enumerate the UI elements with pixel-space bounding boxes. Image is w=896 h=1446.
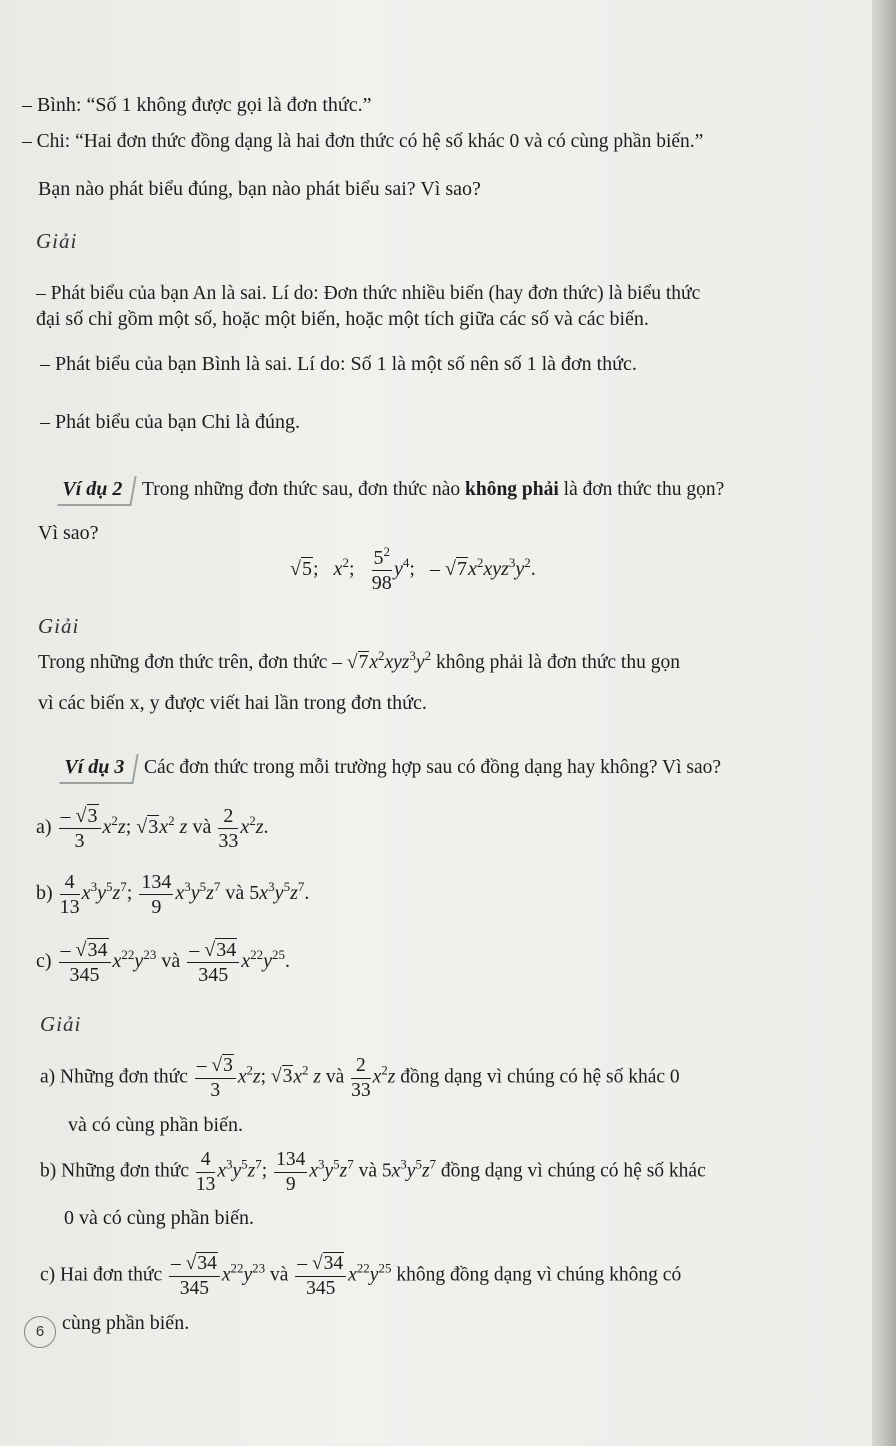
question-line: Bạn nào phát biểu đúng, bạn nào phát biểu sai? Vì sao? [38, 178, 481, 200]
example-2-statement: Ví dụ 2 Trong những đơn thức sau, đơn thức nào không phải là đơn thức thu gọn? [60, 476, 724, 506]
example-3-label: Ví dụ 3 [59, 754, 138, 784]
solution-a: a) Những đơn thức $\frac{- √3}{3}$ $x^2z$; $√3x^2$ z và $\frac{2}{33}$ $x^2z$ đồng dạng vì chúng có hệ số khác 0 [40, 1055, 680, 1101]
solution-heading: Giải [40, 1012, 82, 1036]
text-line: đại số chỉ gồm một số, hoặc một biến, hoặc một tích giữa các số và các biến. [36, 308, 649, 330]
item-a: a) $\frac{- √3}{3}$ $x^2z$; $√3x^2$ z và $\frac{2}{33}$ $x^2z$. [36, 805, 269, 852]
text-line: – Bình: “Số 1 không được gọi là đơn thức.” [22, 94, 372, 116]
solution-b: b) Những đơn thức $\frac{4}{13}$ $x^3y^5z^7$; $\frac{134}{9}$ $x^3y^5z^7$ và $5x^3y^5z^7$ đồng dạng vì chúng có hệ số khác [40, 1149, 706, 1195]
formula-list: √5; $x^2$; $\frac{5^2}{98}$ $y^4$; – $√7x^2xyz^3y^2$. [290, 544, 536, 594]
example-3-statement: Ví dụ 3 Các đơn thức trong mỗi trường hợp sau có đồng dạng hay không? Vì sao? [62, 754, 721, 784]
text-line: – Chi: “Hai đơn thức đồng dạng là hai đơn thức có hệ số khác 0 và có cùng phần biến.” [22, 131, 704, 152]
text-line: và có cùng phần biến. [68, 1114, 243, 1136]
page-number: 6 [24, 1316, 56, 1348]
text-line: – Phát biểu của bạn An là sai. Lí do: Đơn thức nhiều biến (hay đơn thức) là biểu thức [36, 283, 701, 304]
text-line: – Phát biểu của bạn Chi là đúng. [40, 411, 300, 433]
text-line: cùng phần biến. [62, 1312, 190, 1334]
item-c: c) $\frac{- √34}{345}$ $x^{22}y^{23}$ và $\frac{- √34}{345}$ $x^{22}y^{25}$. [36, 939, 290, 986]
item-b: b) $\frac{4}{13}$ $x^3y^5z^7$; $\frac{134}{9}$ $x^3y^5z^7$ và $5x^3y^5z^7$. [36, 871, 310, 918]
solution-heading: Giải [36, 229, 78, 253]
text-line: vì các biến x, y được viết hai lần trong đơn thức. [38, 692, 427, 714]
text-line: Trong những đơn thức trên, đơn thức – $√7x^2xyz^3y^2$ không phải là đơn thức thu gọn [38, 648, 680, 673]
text-line: Vì sao? [38, 522, 99, 544]
text-line: – Phát biểu của bạn Bình là sai. Lí do: Số 1 là một số nên số 1 là đơn thức. [40, 353, 637, 375]
text-line: 0 và có cùng phần biến. [64, 1207, 254, 1229]
solution-c: c) Hai đơn thức $\frac{- √34}{345}$ $x^{22}y^{23}$ và $\frac{- √34}{345}$ $x^{22}y^{25}$ không đồng dạng vì chúng không có [40, 1253, 682, 1299]
solution-heading: Giải [38, 614, 80, 638]
example-2-label: Ví dụ 2 [57, 476, 136, 506]
book-spine-shadow [872, 0, 896, 1446]
